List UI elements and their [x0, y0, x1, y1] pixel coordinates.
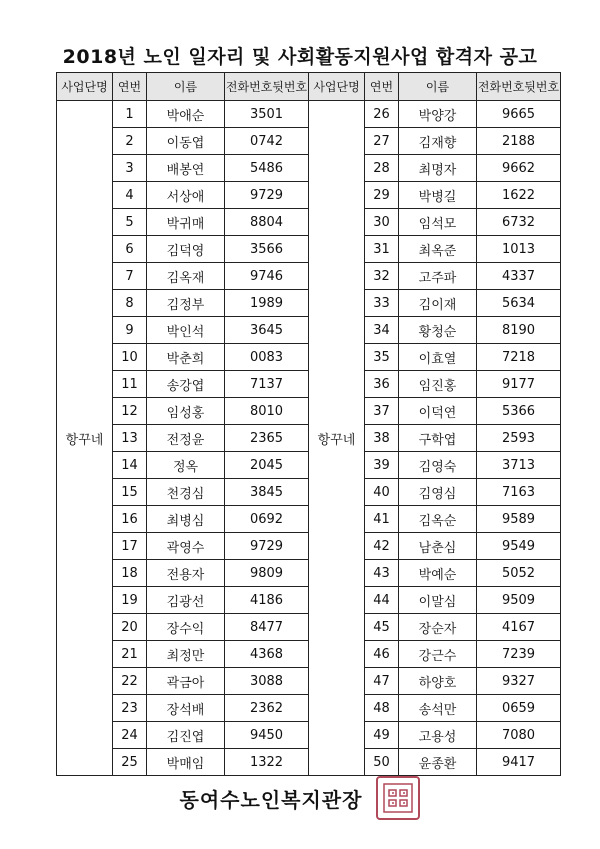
phone-last-digits: 9809 — [225, 560, 309, 587]
applicant-table — [56, 72, 561, 776]
applicant-name: 최명자 — [399, 155, 477, 182]
phone-last-digits: 0692 — [225, 506, 309, 533]
phone-last-digits: 7137 — [225, 371, 309, 398]
phone-last-digits: 9729 — [225, 533, 309, 560]
header-name-right: 이름 — [399, 73, 477, 101]
phone-last-digits: 4368 — [225, 641, 309, 668]
applicant-name: 이덕연 — [399, 398, 477, 425]
phone-last-digits: 3501 — [225, 101, 309, 128]
row-number: 40 — [365, 479, 399, 506]
phone-last-digits: 8804 — [225, 209, 309, 236]
applicant-name: 최병심 — [147, 506, 225, 533]
applicant-name: 전용자 — [147, 560, 225, 587]
row-number: 13 — [113, 425, 147, 452]
applicant-name: 박귀매 — [147, 209, 225, 236]
phone-last-digits: 1322 — [225, 749, 309, 776]
applicant-name: 김진엽 — [147, 722, 225, 749]
row-number: 47 — [365, 668, 399, 695]
applicant-name: 남춘심 — [399, 533, 477, 560]
phone-last-digits: 9589 — [477, 506, 561, 533]
phone-last-digits: 9662 — [477, 155, 561, 182]
row-number: 1 — [113, 101, 147, 128]
row-number: 28 — [365, 155, 399, 182]
applicant-name: 배봉연 — [147, 155, 225, 182]
header-phone-right: 전화번호뒷번호 — [477, 73, 561, 101]
row-number: 3 — [113, 155, 147, 182]
applicant-name: 고용성 — [399, 722, 477, 749]
row-number: 23 — [113, 695, 147, 722]
phone-last-digits: 3845 — [225, 479, 309, 506]
row-number: 7 — [113, 263, 147, 290]
unit-name-left: 항꾸네 — [57, 101, 113, 776]
row-number: 22 — [113, 668, 147, 695]
header-unit-left: 사업단명 — [57, 73, 113, 101]
applicant-name: 박춘희 — [147, 344, 225, 371]
header-phone-left: 전화번호뒷번호 — [225, 73, 309, 101]
row-number: 41 — [365, 506, 399, 533]
row-number: 32 — [365, 263, 399, 290]
phone-last-digits: 0083 — [225, 344, 309, 371]
phone-last-digits: 7218 — [477, 344, 561, 371]
applicant-name: 김광선 — [147, 587, 225, 614]
phone-last-digits: 3088 — [225, 668, 309, 695]
row-number: 38 — [365, 425, 399, 452]
phone-last-digits: 9509 — [477, 587, 561, 614]
applicant-name: 박애순 — [147, 101, 225, 128]
applicant-name: 김덕영 — [147, 236, 225, 263]
applicant-name: 천경심 — [147, 479, 225, 506]
phone-last-digits: 9746 — [225, 263, 309, 290]
applicant-name: 구학엽 — [399, 425, 477, 452]
applicant-name: 이동엽 — [147, 128, 225, 155]
table-header-row — [57, 73, 561, 101]
phone-last-digits: 8477 — [225, 614, 309, 641]
header-no-left: 연번 — [113, 73, 147, 101]
phone-last-digits: 4167 — [477, 614, 561, 641]
phone-last-digits: 3566 — [225, 236, 309, 263]
row-number: 14 — [113, 452, 147, 479]
row-number: 31 — [365, 236, 399, 263]
row-number: 48 — [365, 695, 399, 722]
phone-last-digits: 5486 — [225, 155, 309, 182]
row-number: 6 — [113, 236, 147, 263]
phone-last-digits: 1622 — [477, 182, 561, 209]
header-no-right: 연번 — [365, 73, 399, 101]
row-number: 10 — [113, 344, 147, 371]
organization-name: 동여수노인복지관장 — [179, 787, 363, 812]
phone-last-digits: 9417 — [477, 749, 561, 776]
applicant-name: 김영심 — [399, 479, 477, 506]
applicant-name: 곽영수 — [147, 533, 225, 560]
applicant-name: 박양강 — [399, 101, 477, 128]
applicant-name: 전정윤 — [147, 425, 225, 452]
applicant-name: 고주파 — [399, 263, 477, 290]
row-number: 8 — [113, 290, 147, 317]
row-number: 50 — [365, 749, 399, 776]
applicant-name: 임성홍 — [147, 398, 225, 425]
phone-last-digits: 7239 — [477, 641, 561, 668]
row-number: 35 — [365, 344, 399, 371]
applicant-name: 장순자 — [399, 614, 477, 641]
phone-last-digits: 9450 — [225, 722, 309, 749]
phone-last-digits: 9327 — [477, 668, 561, 695]
phone-last-digits: 2365 — [225, 425, 309, 452]
phone-last-digits: 9177 — [477, 371, 561, 398]
phone-last-digits: 4186 — [225, 587, 309, 614]
row-number: 15 — [113, 479, 147, 506]
phone-last-digits: 2045 — [225, 452, 309, 479]
row-number: 39 — [365, 452, 399, 479]
applicant-name: 윤종환 — [399, 749, 477, 776]
applicant-name: 김이재 — [399, 290, 477, 317]
row-number: 16 — [113, 506, 147, 533]
phone-last-digits: 1013 — [477, 236, 561, 263]
applicant-name: 임석모 — [399, 209, 477, 236]
row-number: 11 — [113, 371, 147, 398]
row-number: 21 — [113, 641, 147, 668]
row-number: 9 — [113, 317, 147, 344]
row-number: 20 — [113, 614, 147, 641]
applicant-name: 곽금아 — [147, 668, 225, 695]
row-number: 46 — [365, 641, 399, 668]
footer — [0, 776, 600, 820]
phone-last-digits: 8010 — [225, 398, 309, 425]
row-number: 18 — [113, 560, 147, 587]
phone-last-digits: 6732 — [477, 209, 561, 236]
row-number: 2 — [113, 128, 147, 155]
applicant-name: 송석만 — [399, 695, 477, 722]
applicant-name: 이말심 — [399, 587, 477, 614]
applicant-name: 서상애 — [147, 182, 225, 209]
applicant-name: 박병길 — [399, 182, 477, 209]
row-number: 4 — [113, 182, 147, 209]
row-number: 17 — [113, 533, 147, 560]
applicant-name: 황청순 — [399, 317, 477, 344]
phone-last-digits: 2188 — [477, 128, 561, 155]
phone-last-digits: 0659 — [477, 695, 561, 722]
row-number: 12 — [113, 398, 147, 425]
applicant-name: 김영숙 — [399, 452, 477, 479]
applicant-name: 최옥준 — [399, 236, 477, 263]
header-unit-right: 사업단명 — [309, 73, 365, 101]
row-number: 5 — [113, 209, 147, 236]
row-number: 45 — [365, 614, 399, 641]
row-number: 49 — [365, 722, 399, 749]
phone-last-digits: 5634 — [477, 290, 561, 317]
row-number: 26 — [365, 101, 399, 128]
applicant-name: 박매임 — [147, 749, 225, 776]
phone-last-digits: 9665 — [477, 101, 561, 128]
applicant-name: 강근수 — [399, 641, 477, 668]
applicant-name: 김옥재 — [147, 263, 225, 290]
phone-last-digits: 1989 — [225, 290, 309, 317]
phone-last-digits: 8190 — [477, 317, 561, 344]
phone-last-digits: 5052 — [477, 560, 561, 587]
applicant-name: 정옥 — [147, 452, 225, 479]
row-number: 36 — [365, 371, 399, 398]
phone-last-digits: 7163 — [477, 479, 561, 506]
applicant-name: 김정부 — [147, 290, 225, 317]
row-number: 44 — [365, 587, 399, 614]
row-number: 30 — [365, 209, 399, 236]
row-number: 34 — [365, 317, 399, 344]
phone-last-digits: 9549 — [477, 533, 561, 560]
page-title: 2018년 노인 일자리 및 사회활동지원사업 합격자 공고 — [62, 46, 538, 68]
row-number: 42 — [365, 533, 399, 560]
phone-last-digits: 9729 — [225, 182, 309, 209]
phone-last-digits: 5366 — [477, 398, 561, 425]
applicant-name: 최정만 — [147, 641, 225, 668]
phone-last-digits: 2593 — [477, 425, 561, 452]
row-number: 29 — [365, 182, 399, 209]
applicant-name: 임진홍 — [399, 371, 477, 398]
row-number: 25 — [113, 749, 147, 776]
applicant-name: 김재향 — [399, 128, 477, 155]
phone-last-digits: 2362 — [225, 695, 309, 722]
applicant-name: 김옥순 — [399, 506, 477, 533]
applicant-name: 장수익 — [147, 614, 225, 641]
row-number: 43 — [365, 560, 399, 587]
row-number: 27 — [365, 128, 399, 155]
row-number: 19 — [113, 587, 147, 614]
applicant-name: 장석배 — [147, 695, 225, 722]
applicant-name: 이효열 — [399, 344, 477, 371]
phone-last-digits: 4337 — [477, 263, 561, 290]
applicant-name: 박예순 — [399, 560, 477, 587]
row-number: 33 — [365, 290, 399, 317]
phone-last-digits: 3645 — [225, 317, 309, 344]
unit-name-right: 항꾸네 — [309, 101, 365, 776]
applicant-name: 하양호 — [399, 668, 477, 695]
phone-last-digits: 7080 — [477, 722, 561, 749]
phone-last-digits: 0742 — [225, 128, 309, 155]
applicant-name: 박인석 — [147, 317, 225, 344]
header-name-left: 이름 — [147, 73, 225, 101]
applicant-name: 송강엽 — [147, 371, 225, 398]
table-row — [57, 101, 561, 128]
row-number: 37 — [365, 398, 399, 425]
row-number: 24 — [113, 722, 147, 749]
phone-last-digits: 3713 — [477, 452, 561, 479]
official-seal-icon — [376, 776, 420, 820]
